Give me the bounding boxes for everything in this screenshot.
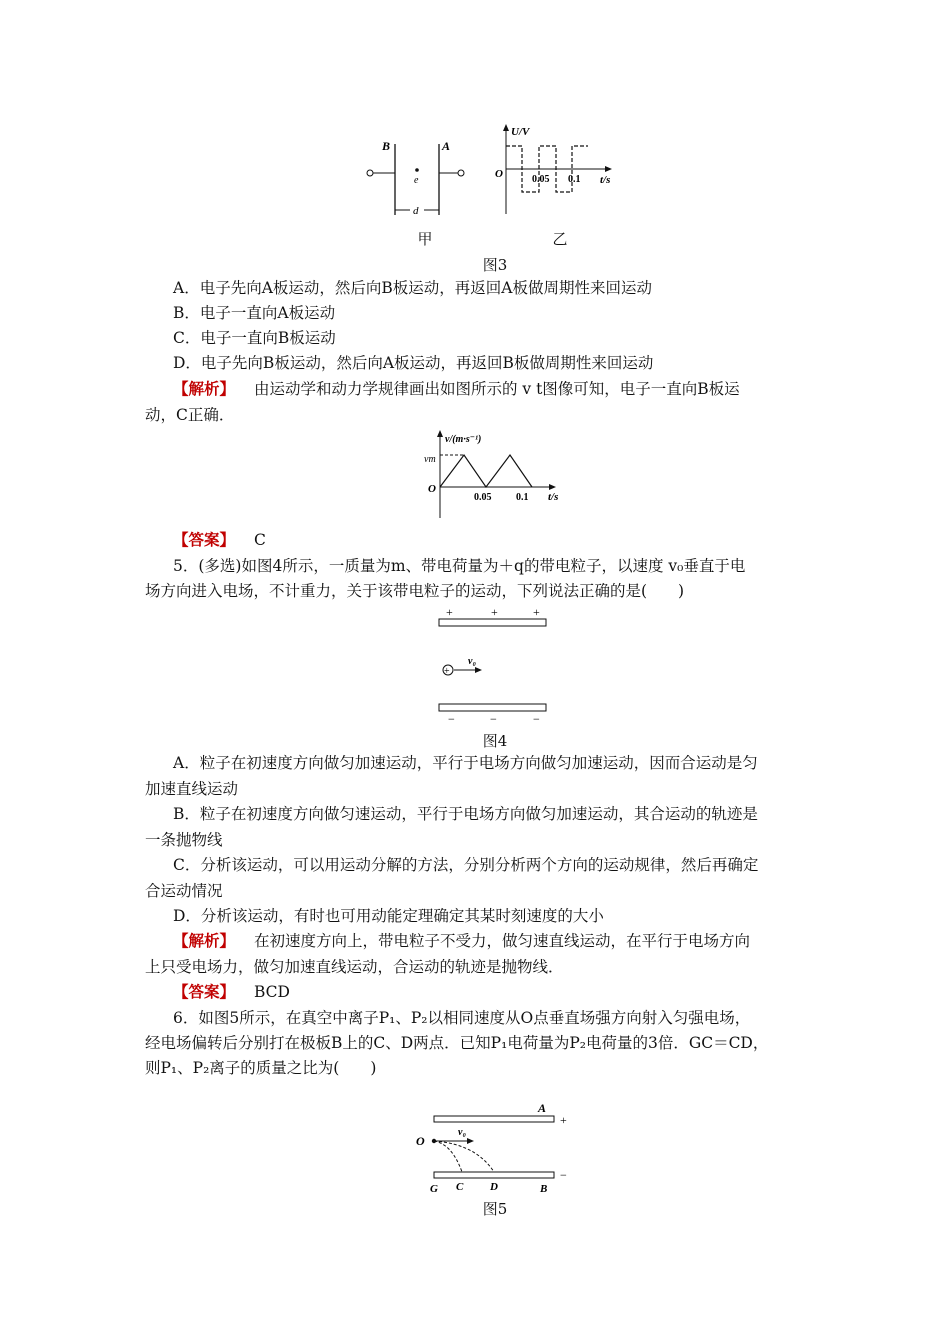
q5-option-d: D．分析该运动，有时也可用动能定理确定其某时刻速度的大小 [173,907,604,925]
v0-label: v₀ [468,656,476,667]
q4-analysis-line2: 动，C正确． [145,406,235,424]
tick-005: 0.05 [532,174,550,185]
q4-analysis-text: 由运动学和动力学规律画出如图所示的 v t图像可知，电子一直向B板运 [253,380,740,398]
q5-option-a-line2: 加速直线运动 [145,780,239,798]
plate-b-minus: − [560,1168,567,1182]
q4-option-c: C．电子一直向B板运动 [173,329,336,347]
minus-1: − [448,712,455,724]
fig3-left-caption: 甲 [417,230,433,248]
q5-option-c: C．分析该运动，可以用运动分解的方法，分别分析两个方向的运动规律，然后再确定 [173,856,759,874]
q4-option-a: A．电子先向A板运动，然后向B板运动，再返回A板做周期性来回运动 [173,279,652,297]
vt-origin: O [428,483,436,495]
electron-label: e [414,175,419,186]
vt-tick-005: 0.05 [474,492,492,503]
origin-o-label: O [416,1134,425,1148]
figure-3-right [490,122,625,222]
vm-label: vm [424,454,436,465]
plate-a-label: A [538,1101,547,1115]
plate-a-label: A [442,139,451,153]
fig3-caption: 图3 [482,256,508,274]
q5-answer-value: BCD [253,983,290,1001]
t-axis-label: t/s [600,174,611,186]
q5-analysis-line2: 上只受电场力，做匀加速直线运动，合运动的轨迹是抛物线． [145,958,564,976]
fig5-caption: 图5 [482,1200,508,1218]
q5-stem-line2: 场方向进入电场，不计重力，关于该带电粒子的运动，下列说法正确的是( ) [145,582,685,600]
plus-3: + [533,605,540,619]
fig4-caption: 图4 [482,732,508,750]
q6-stem: 6．如图5所示，在真空中离子P₁、P₂以相同速度从O点垂直场强方向射入匀强电场， [173,1009,751,1027]
point-c-label: C [456,1181,464,1193]
tick-01: 0.1 [568,174,581,185]
q5-analysis [173,931,750,951]
vt-t-label: t/s [548,491,559,503]
fig3-right-caption: 乙 [552,230,568,248]
origin-label: O [495,168,503,180]
answer-tag: 【答案】 [173,982,236,1001]
point-b-label: B [540,1183,548,1195]
minus-3: − [533,712,540,724]
plus-1: + [446,605,453,619]
q4-answer [173,530,266,550]
q5-stem: 5．(多选)如图4所示，一质量为m、带电荷量为＋q的带电粒子，以速度 v₀垂直于电 [173,557,746,575]
point-d-label: D [490,1181,498,1193]
point-g-label: G [430,1183,438,1195]
q4-option-b: B．电子一直向A板运动 [173,304,336,322]
q5-option-c-line2: 合运动情况 [145,882,223,900]
figure-5 [410,1100,580,1195]
minus-2: − [490,712,497,724]
plate-b-label: B [382,139,391,153]
u-axis-label: U/V [511,126,530,138]
q5-option-b-line2: 一条抛物线 [145,831,223,849]
v0-label: v₀ [458,1127,466,1138]
plus-2: + [491,605,498,619]
q4-analysis [173,379,740,399]
q6-stem-line2: 经电场偏转后分别打在极板B上的C、D两点．已知P₁电荷量为P₂电荷量的3倍．GC＝CD， [145,1034,769,1052]
gap-d-label: d [413,205,419,217]
particle-plus: + [444,666,450,677]
vt-graph [420,428,570,523]
figure-3-left [362,130,472,230]
q6-stem-line3: 则P₁、P₂离子的质量之比为( ) [145,1059,377,1077]
q5-analysis-text: 在初速度方向上，带电粒子不受力，做匀速直线运动，在平行于电场方向 [253,932,750,950]
analysis-tag: 【解析】 [173,379,236,398]
q5-answer [173,982,290,1002]
answer-tag: 【答案】 [173,530,236,549]
q4-answer-value: C [253,531,266,549]
q4-option-d: D．电子先向B板运动，然后向A板运动，再返回B板做周期性来回运动 [173,354,654,372]
plate-a-plus: + [560,1113,567,1127]
q5-option-b: B．粒子在初速度方向做匀速运动，平行于电场方向做匀加速运动，其合运动的轨迹是 [173,805,758,823]
vt-tick-01: 0.1 [516,492,529,503]
figure-4 [430,604,560,724]
v-axis-label: v/(m·s⁻¹) [445,434,482,445]
q5-option-a: A．粒子在初速度方向做匀加速运动，平行于电场方向做匀加速运动，因而合运动是匀 [173,754,758,772]
analysis-tag: 【解析】 [173,931,236,950]
